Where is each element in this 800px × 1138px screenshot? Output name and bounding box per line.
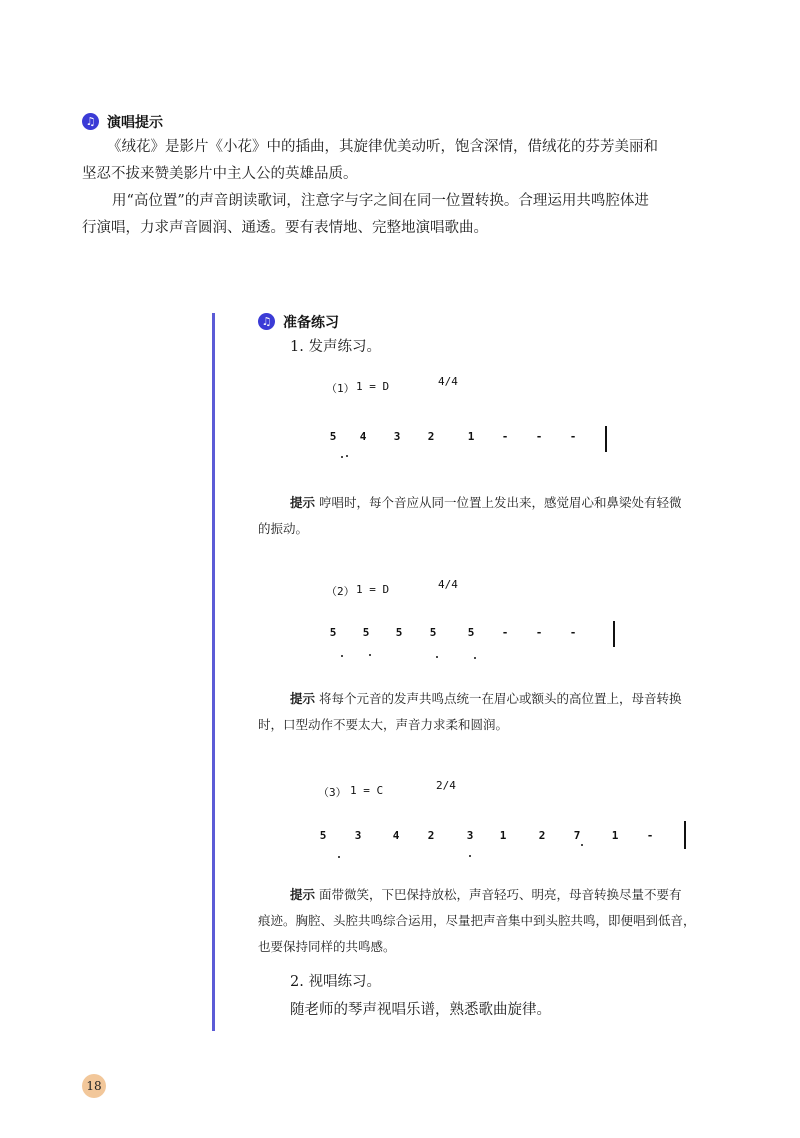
singing-tips-heading: 演唱提示 — [107, 115, 163, 131]
preparation-heading: 准备练习 — [283, 315, 339, 331]
exercise-3-key: 1 = C — [350, 784, 384, 797]
section-accent-bar — [212, 313, 215, 1031]
note: - — [535, 626, 543, 639]
music-note-icon: ♫ — [82, 113, 99, 130]
exercise-2-meter: 4/4 — [438, 578, 458, 591]
note: 5 — [329, 626, 337, 639]
tip-label: 提示 — [290, 691, 316, 706]
note: 2 — [427, 829, 435, 842]
exercise-3-tip — [290, 882, 730, 908]
note: - — [569, 626, 577, 639]
octave-dot — [338, 856, 340, 858]
octave-dot — [474, 657, 476, 659]
octave-dot — [581, 844, 583, 846]
note: - — [501, 430, 509, 443]
exercise-3-label: （3） — [318, 786, 347, 799]
note: 7 — [573, 829, 581, 842]
octave-dot — [346, 455, 348, 457]
note: 4 — [392, 829, 400, 842]
singing-tips-para2-line1: 用“高位置”的声音朗读歌词，注意字与字之间在同一位置转换。合理运用共鸣腔体进 — [112, 193, 649, 209]
page-number: 18 — [82, 1074, 106, 1098]
tip-text-line1: 面带微笑，下巴保持放松，声音轻巧、明亮，母音转换尽量不要有 — [319, 887, 682, 902]
tip-label: 提示 — [290, 495, 316, 510]
exercise-1-tip-line2: 的振动。 — [258, 521, 309, 536]
note: 1 — [499, 829, 507, 842]
note: 5 — [329, 430, 337, 443]
item2-text: 随老师的琴声视唱乐谱，熟悉歌曲旋律。 — [290, 1002, 551, 1018]
note: 2 — [427, 430, 435, 443]
octave-dot — [369, 654, 371, 656]
exercise-1-label: （1） — [326, 382, 355, 395]
note: 1 — [611, 829, 619, 842]
note: 5 — [319, 829, 327, 842]
exercise-3-tip-line2: 痕迹。胸腔、头腔共鸣综合运用，尽量把声音集中到头腔共鸣，即便唱到低音， — [258, 913, 696, 928]
note: 5 — [467, 626, 475, 639]
note: 5 — [395, 626, 403, 639]
tip-text-line1: 将每个元音的发声共鸣点统一在眉心或额头的高位置上，母音转换 — [319, 691, 682, 706]
end-barline — [684, 821, 686, 849]
end-barline — [605, 426, 607, 452]
exercise-2-tip-line2: 时，口型动作不要太大，声音力求柔和圆润。 — [258, 717, 509, 732]
tip-label: 提示 — [290, 887, 316, 902]
note: 1 — [467, 430, 475, 443]
octave-dot — [341, 456, 343, 458]
note: - — [535, 430, 543, 443]
music-note-icon: ♫ — [258, 313, 275, 330]
singing-tips-para1-line1: 《绒花》是影片《小花》中的插曲，其旋律优美动听，饱含深情，借绒花的芬芳美丽和 — [107, 139, 658, 155]
exercise-3-meter: 2/4 — [436, 779, 456, 792]
note: - — [646, 829, 654, 842]
note: 3 — [466, 829, 474, 842]
exercise-1-key: 1 = D — [356, 380, 390, 393]
exercise-2-tip — [290, 686, 730, 712]
exercise-3-tip-line3: 也要保持同样的共鸣感。 — [258, 939, 396, 954]
note: 2 — [538, 829, 546, 842]
item1-title: 1. 发声练习。 — [290, 339, 381, 355]
octave-dot — [436, 656, 438, 658]
singing-tips-para2-line2: 行演唱，力求声音圆润、通透。要有表情地、完整地演唱歌曲。 — [82, 220, 488, 236]
singing-tips-para1-line2: 坚忍不拔来赞美影片中主人公的英雄品质。 — [82, 166, 358, 182]
note: 5 — [362, 626, 370, 639]
end-barline — [613, 621, 615, 647]
note: 4 — [359, 430, 367, 443]
octave-dot — [469, 855, 471, 857]
exercise-1-meter: 4/4 — [438, 375, 458, 388]
item2-title: 2. 视唱练习。 — [290, 974, 381, 990]
tip-text-line1: 哼唱时，每个音应从同一位置上发出来，感觉眉心和鼻梁处有轻微 — [319, 495, 682, 510]
exercise-2-key: 1 = D — [356, 583, 390, 596]
note: 3 — [393, 430, 401, 443]
exercise-2-label: （2） — [326, 585, 355, 598]
octave-dot — [341, 655, 343, 657]
note: - — [569, 430, 577, 443]
note: 3 — [354, 829, 362, 842]
exercise-1-tip — [290, 490, 730, 516]
note: - — [501, 626, 509, 639]
note: 5 — [429, 626, 437, 639]
